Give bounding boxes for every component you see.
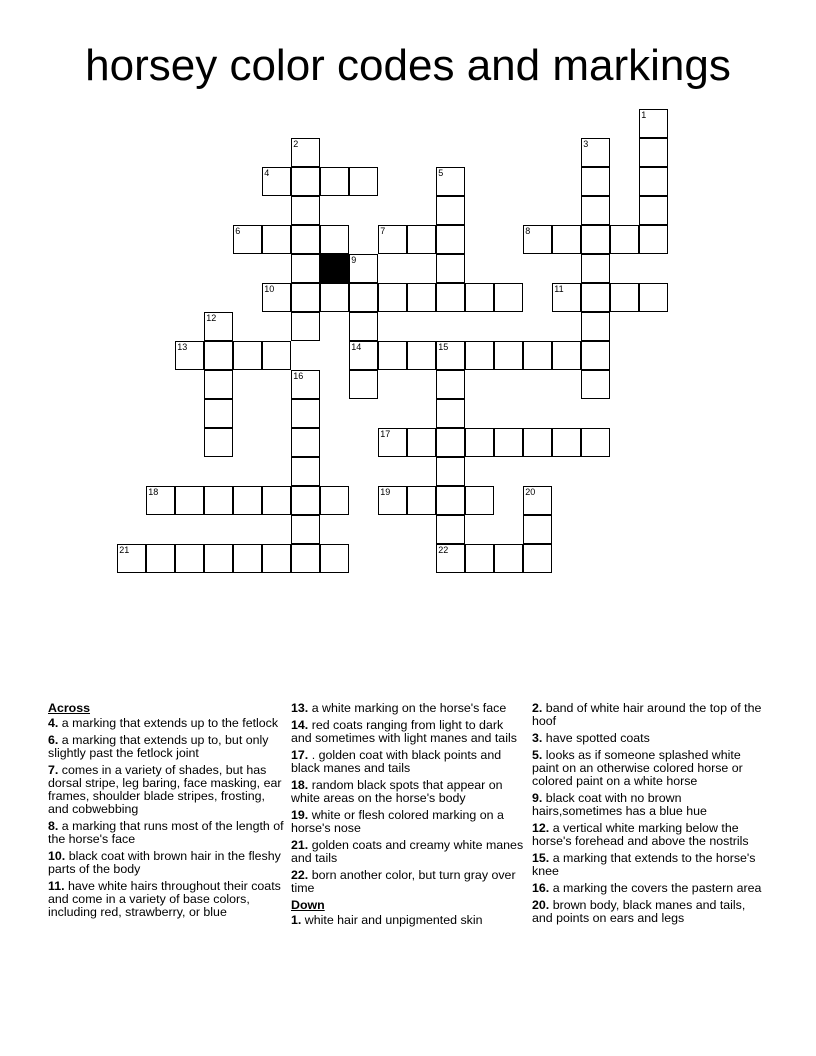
grid-cell[interactable] [552,283,581,312]
clue-text: a marking that runs most of the length of the horse's face [48,819,284,846]
clue-number: 2. [532,701,543,715]
clue-across-22 [291,869,527,895]
cell-number: 16 [293,371,304,382]
clue-text: golden coats and creamy white manes and tails [291,838,524,865]
grid-cell[interactable] [291,167,320,196]
clue-number: 9. [532,791,543,805]
grid-cell[interactable] [494,341,523,370]
clue-down-3 [532,732,768,745]
grid-cell[interactable] [320,167,349,196]
grid-cell[interactable] [581,225,610,254]
grid-cell[interactable] [378,486,407,515]
grid-cell[interactable] [291,544,320,573]
clue-across-19 [291,809,527,835]
cell-number: 15 [438,342,449,353]
grid-cell[interactable] [523,341,552,370]
cell-number: 11 [554,284,564,295]
grid-cell[interactable] [581,283,610,312]
clues-column-2 [291,702,527,931]
grid-cell[interactable] [494,544,523,573]
clue-text: a marking the covers the pastern area [552,881,762,895]
grid-cell[interactable] [291,428,320,457]
crossword-grid [118,110,678,580]
clue-text: white hair and unpigmented skin [304,913,483,927]
clue-down-20 [532,899,768,925]
grid-cell[interactable] [262,544,291,573]
cell-number: 17 [380,429,391,440]
grid-cell[interactable] [349,283,378,312]
grid-cell[interactable] [436,370,465,399]
grid-cell[interactable] [523,428,552,457]
grid-cell[interactable] [610,225,639,254]
down-heading: Down [291,898,325,912]
clue-across-6 [48,734,284,760]
grid-cell[interactable] [378,428,407,457]
grid-cell[interactable] [349,254,378,283]
clue-across-18 [291,779,527,805]
clue-number: 1. [291,913,302,927]
grid-cell[interactable] [407,283,436,312]
grid-cell[interactable] [320,283,349,312]
cell-number: 18 [148,487,159,498]
clue-number: 22. [291,868,309,882]
grid-cell[interactable] [407,428,436,457]
grid-cell[interactable] [494,428,523,457]
grid-cell[interactable] [291,254,320,283]
grid-cell[interactable] [117,544,146,573]
grid-cell[interactable] [436,399,465,428]
grid-cell[interactable] [291,370,320,399]
grid-cell[interactable] [291,138,320,167]
grid-cell[interactable] [436,225,465,254]
clue-across-17 [291,749,527,775]
grid-cell[interactable] [378,283,407,312]
grid-cell[interactable] [436,283,465,312]
cell-number: 6 [235,226,241,237]
grid-cell[interactable] [146,544,175,573]
grid-cell[interactable] [639,196,668,225]
grid-cell[interactable] [465,341,494,370]
grid-cell[interactable] [291,312,320,341]
clue-text: . golden coat with black points and black manes and tails [291,748,502,775]
grid-cell[interactable] [204,341,233,370]
grid-cell[interactable] [523,515,552,544]
cell-number: 20 [525,487,536,498]
grid-cell[interactable] [233,225,262,254]
clue-text: looks as if someone splashed white paint on an otherwise colored horse or colored paint on a white horse [532,748,743,788]
grid-cell[interactable] [436,457,465,486]
grid-cell[interactable] [581,196,610,225]
grid-cell[interactable] [204,399,233,428]
across-heading: Across [48,701,91,715]
clues-column-3 [532,702,768,929]
clue-number: 7. [48,763,59,777]
grid-cell[interactable] [523,544,552,573]
grid-cell[interactable] [407,486,436,515]
grid-cell[interactable] [320,544,349,573]
grid-cell[interactable] [639,167,668,196]
grid-cell[interactable] [146,486,175,515]
grid-cell[interactable] [436,428,465,457]
grid-cell[interactable] [581,312,610,341]
grid-cell[interactable] [581,167,610,196]
grid-cell[interactable] [465,283,494,312]
clue-text: a marking that extends up to, but only slightly past the fetlock joint [48,733,269,760]
grid-cell[interactable] [349,370,378,399]
clue-across-13 [291,702,527,715]
grid-cell[interactable] [175,486,204,515]
clue-number: 8. [48,819,59,833]
clue-number: 10. [48,849,66,863]
clue-down-16 [532,882,768,895]
grid-cell[interactable] [291,457,320,486]
clue-text: a marking that extends to the horse's knee [532,851,756,878]
clue-down-12 [532,822,768,848]
grid-cell[interactable] [407,225,436,254]
grid-cell[interactable] [349,167,378,196]
clue-across-7 [48,764,284,816]
clue-across-10 [48,850,284,876]
grid-cell[interactable] [233,544,262,573]
grid-cell[interactable] [581,341,610,370]
grid-cell[interactable] [639,109,668,138]
grid-cell[interactable] [262,341,291,370]
grid-cell[interactable] [291,399,320,428]
grid-cell[interactable] [262,167,291,196]
clue-down-5 [532,749,768,788]
grid-cell[interactable] [175,341,204,370]
clue-across-21 [291,839,527,865]
grid-cell[interactable] [262,283,291,312]
grid-cell[interactable] [204,312,233,341]
grid-cell[interactable] [465,428,494,457]
clue-text: black coat with brown hair in the fleshy parts of the body [48,849,281,876]
cell-number: 8 [525,226,531,237]
grid-cell[interactable] [175,544,204,573]
clue-number: 15. [532,851,550,865]
clue-number: 4. [48,716,59,730]
cell-number: 3 [583,139,589,150]
grid-cell[interactable] [378,341,407,370]
clue-text: born another color, but turn gray over time [291,868,516,895]
grid-cell[interactable] [204,486,233,515]
cell-number: 21 [119,545,130,556]
cell-number: 1 [641,110,647,121]
grid-cell[interactable] [349,341,378,370]
grid-cell[interactable] [436,515,465,544]
cell-number: 10 [264,284,275,295]
clue-text: band of white hair around the top of the hoof [532,701,762,728]
grid-cell[interactable] [639,283,668,312]
clue-number: 20. [532,898,550,912]
grid-cell[interactable] [581,254,610,283]
cell-number: 12 [206,313,217,324]
grid-cell[interactable] [262,225,291,254]
cell-number: 14 [351,342,362,353]
grid-cell[interactable] [436,544,465,573]
cell-number: 5 [438,168,444,179]
grid-cell[interactable] [552,341,581,370]
grid-cell[interactable] [523,225,552,254]
cell-number: 4 [264,168,270,179]
grid-cell[interactable] [320,486,349,515]
grid-cell[interactable] [262,486,291,515]
grid-cell[interactable] [233,341,262,370]
grid-cell[interactable] [378,225,407,254]
clue-number: 21. [291,838,309,852]
grid-cell[interactable] [204,544,233,573]
grid-cell[interactable] [407,341,436,370]
grid-cell[interactable] [552,428,581,457]
grid-cell[interactable] [436,254,465,283]
clue-text: a white marking on the horse's face [311,701,507,715]
clue-text: black coat with no brown hairs,sometimes has a blue hue [532,791,707,818]
clue-number: 11. [48,879,65,893]
clue-text: a marking that extends up to the fetlock [61,716,279,730]
clue-number: 19. [291,808,309,822]
clue-number: 6. [48,733,59,747]
clue-text: red coats ranging from light to dark and sometimes with light manes and tails [291,718,517,745]
grid-cell[interactable] [349,312,378,341]
grid-cell[interactable] [291,486,320,515]
clue-text: have white hairs throughout their coats and come in a variety of base colors, including red, strawberry, or blue [48,879,281,919]
clue-number: 16. [532,881,550,895]
clue-number: 14. [291,718,309,732]
clue-across-4 [48,717,284,730]
clue-number: 17. [291,748,309,762]
grid-cell[interactable] [204,428,233,457]
clue-down-2 [532,702,768,728]
grid-cell[interactable] [436,167,465,196]
clue-text: white or flesh colored marking on a horse's nose [291,808,504,835]
grid-cell[interactable] [436,486,465,515]
clue-number: 12. [532,821,550,835]
grid-cell[interactable] [610,283,639,312]
clue-down-15 [532,852,768,878]
grid-cell[interactable] [436,341,465,370]
clue-across-14 [291,719,527,745]
grid-cell[interactable] [581,428,610,457]
clue-text: a vertical white marking below the horse's forehead and above the nostrils [532,821,749,848]
cell-number: 9 [351,255,357,266]
cell-number: 19 [380,487,391,498]
cell-number: 22 [438,545,449,556]
grid-cell[interactable] [320,225,349,254]
clue-text: brown body, black manes and tails, and points on ears and legs [532,898,746,925]
grid-cell[interactable] [639,138,668,167]
grid-cell[interactable] [291,283,320,312]
puzzle-title: horsey color codes and markings [85,41,731,90]
grid-cell[interactable] [465,486,494,515]
grid-cell[interactable] [436,196,465,225]
black-cell [320,254,349,283]
clue-across-11 [48,880,284,919]
grid-cell[interactable] [291,225,320,254]
grid-cell[interactable] [639,225,668,254]
grid-cell[interactable] [291,196,320,225]
clue-across-8 [48,820,284,846]
clue-text: comes in a variety of shades, but has dorsal stripe, leg baring, face masking, ear frames, shoulder blade stripes, frosting, and cobwebbing [48,763,282,816]
grid-cell[interactable] [523,486,552,515]
grid-cell[interactable] [465,544,494,573]
clue-down-1 [291,914,527,927]
clues-column-1 [48,702,284,923]
grid-cell[interactable] [581,138,610,167]
grid-cell[interactable] [552,225,581,254]
grid-cell[interactable] [233,486,262,515]
cell-number: 13 [177,342,188,353]
grid-cell[interactable] [494,283,523,312]
clue-number: 3. [532,731,543,745]
clue-number: 5. [532,748,543,762]
cell-number: 7 [380,226,386,237]
grid-cell[interactable] [291,515,320,544]
clue-down-9 [532,792,768,818]
clue-number: 18. [291,778,309,792]
clue-text: random black spots that appear on white areas on the horse's body [291,778,503,805]
clue-text: have spotted coats [545,731,650,745]
grid-cell[interactable] [204,370,233,399]
cell-number: 2 [293,139,299,150]
grid-cell[interactable] [581,370,610,399]
clue-number: 13. [291,701,309,715]
